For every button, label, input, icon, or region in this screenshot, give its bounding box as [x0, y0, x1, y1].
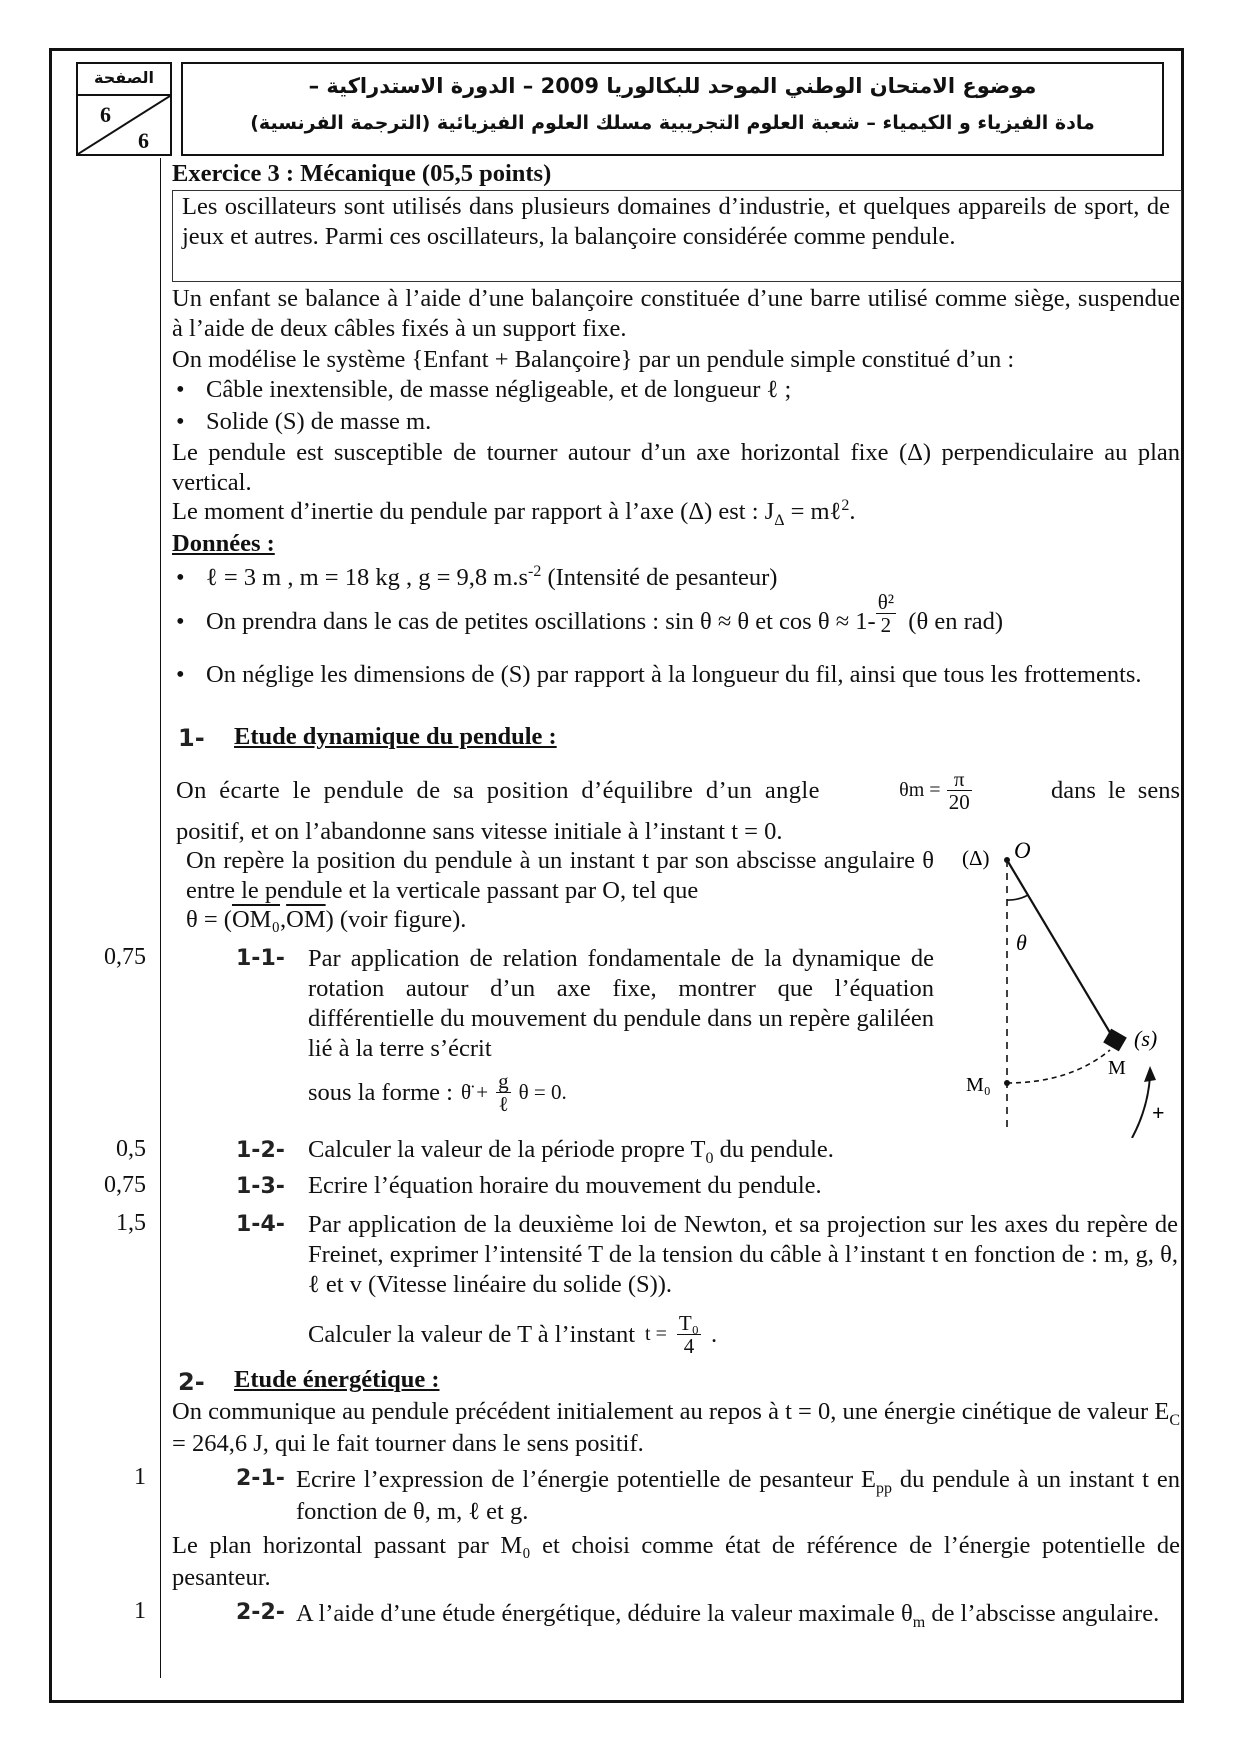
arrow-head — [1144, 1066, 1156, 1082]
part2-number: 2- — [178, 1368, 205, 1396]
q-1-1-equation: sous la forme : θ̈ + $\frac{g}{\text{ℓ}}$ θ = 0. — [308, 1069, 567, 1116]
q-1-4-number: 1-4- — [236, 1212, 285, 1237]
page-total: 6 — [138, 128, 149, 153]
page-current: 6 — [100, 102, 111, 127]
part1-title: Etude dynamique du pendule : — [234, 723, 557, 750]
data-values: • ℓ = 3 m , m = 18 kg , g = 9,8 $m.s^{-2}$ (Intensité de pesanteur) — [206, 564, 777, 592]
points-1-4: 1,5 — [116, 1210, 146, 1236]
data-neglect: • On néglige les dimensions de (S) par rapport à la longueur du fil, ainsi que tous les frottements. — [206, 660, 1176, 690]
part1-text-4: $\theta = (OM_0,\overline{OM})$ (voir figure). — [186, 906, 467, 933]
points-2-1: 1 — [134, 1464, 146, 1490]
pendulum-figure — [960, 838, 1180, 1138]
paragraph-1: Un enfant se balance à l’aide d’une balançoire constituée d’une barre utilisé comme siège, suspendue à l’aide de deux câbles fixés à un support fixe. — [172, 285, 1180, 342]
part2-text-1: On communique au pendule précédent initialement au repos à t = 0, une énergie cinétique de valeur $E_C = 264,6$ J, qui le fait tourner dans le sens positif. — [172, 1398, 1180, 1457]
label-s: (s) — [1134, 1026, 1158, 1051]
label-delta: (Δ) — [962, 846, 990, 870]
q-2-2-text: A l’aide d’une étude énergétique, déduire la valeur maximale $\theta_m$ de l’abscisse angulaire. — [296, 1600, 1160, 1631]
donnees-title: Données : — [172, 530, 275, 557]
solid-mass — [1103, 1029, 1127, 1052]
part1-number: 1- — [178, 724, 205, 752]
q-2-2-number: 2-2- — [236, 1600, 285, 1625]
q-1-1-text: Par application de relation fondamentale de la dynamique de rotation autour d’un axe fixe, montrer que l’équation différentielle du mouvement du pendule dans un repère galiléen lié à la terre s’écrit — [308, 945, 934, 1062]
part1-text-1: On écarte le pendule de sa position d’équilibre d’un angle θm = $\frac{\pi}{20}$ dans le sens — [176, 767, 1180, 814]
q-1-1-number: 1-1- — [236, 946, 285, 971]
pivot-point — [1004, 857, 1010, 863]
page-number-box — [76, 62, 172, 156]
q-1-4-calc: Calculer la valeur de T à l’instant t = $\frac{\text{T₀}}{4}$ . — [308, 1311, 718, 1358]
label-theta: θ — [1016, 930, 1027, 955]
paragraph-4: Le moment d’inertie du pendule par rapport à l’axe (Δ) est : $J_\Delta$ = mℓ$^2$. — [172, 496, 856, 529]
points-1-2: 0,5 — [116, 1136, 146, 1162]
q-1-4-text: Par application de la deuxième loi de Newton, et sa projection sur les axes du repère de Freinet, exprimer l’intensité T de la tension du câble à l’instant t en fonction de : m, g, θ, ℓ et v (Vitesse linéaire du solide (S)). — [308, 1211, 1178, 1298]
page-label: الصفحة — [78, 68, 170, 96]
label-o: O — [1014, 838, 1031, 863]
exercise-title: Exercice 3 : Mécanique (05,5 points) — [172, 160, 552, 187]
bullet-cable: • Câble inextensible, de masse négligeable, et de longueur ℓ ; — [206, 376, 791, 404]
label-plus: + — [1152, 1100, 1165, 1125]
paragraph-3: Le pendule est susceptible de tourner autour d’un axe horizontal fixe (Δ) perpendiculaire au plan vertical. — [172, 439, 1180, 496]
data-small-angle: • On prendra dans le cas de petites oscillations : sin θ ≈ θ et cos θ ≈ 1- $\frac{\text{θ²}}{2}$ (θ en rad) — [206, 608, 1003, 636]
label-m: M — [1108, 1057, 1126, 1079]
margin-line — [160, 158, 161, 1678]
part2-text-2: Le plan horizontal passant par M₀ et choisi comme état de référence de l’énergie potentielle de pesanteur. — [172, 1532, 1180, 1591]
q-1-2-number: 1-2- — [236, 1138, 285, 1163]
q-1-3-text: Ecrire l’équation horaire du mouvement du pendule. — [308, 1172, 822, 1199]
part1-text-2: positif, et on l’abandonne sans vitesse initiale à l’instant t = 0. — [176, 818, 783, 845]
points-1-3: 0,75 — [104, 1172, 146, 1198]
part1-text-3: On repère la position du pendule à un instant t par son abscisse angulaire θ entre le pendule et la verticale passant par O, tel que — [186, 847, 934, 904]
part2-title: Etude énergétique : — [234, 1366, 440, 1393]
exam-header — [181, 62, 1164, 156]
q-2-1-number: 2-1- — [236, 1466, 285, 1491]
points-1-1: 0,75 — [104, 944, 146, 970]
q-2-1-text: Ecrire l’expression de l’énergie potentielle de pesanteur $E_{pp}$ du pendule à un instant t en fonction de θ, m, ℓ et g. — [296, 1466, 1180, 1525]
header-line-1: موضوع الامتحان الوطني الموحد للبكالوريا 2009 – الدورة الاستدراكية – — [308, 74, 1037, 98]
intro-text: Les oscillateurs sont utilisés dans plusieurs domaines d’industrie, et quelques appareils de sport, de jeux et autres. Parmi ces oscillateurs, la balançoire considérée comme pendule. — [182, 193, 1170, 250]
points-2-2: 1 — [134, 1598, 146, 1624]
direction-arrow — [1132, 1076, 1150, 1138]
trajectory-arc — [1007, 1050, 1110, 1083]
q-1-2-text: Calculer la valeur de la période propre $T_0$ du pendule. — [308, 1136, 834, 1167]
header-line-2: مادة الفيزياء و الكيمياء – شعبة العلوم التجريبية مسلك العلوم الفيزيائية (الترجمة الفرنسية) — [250, 112, 1095, 134]
q-1-3-number: 1-3- — [236, 1174, 285, 1199]
angle-arc — [1007, 895, 1028, 900]
bullet-solid: • Solide (S) de masse m. — [206, 408, 431, 436]
page-diagonal — [78, 96, 170, 154]
label-m0: M₀ — [966, 1074, 991, 1096]
paragraph-2: On modélise le système {Enfant + Balançoire} par un pendule simple constitué d’un : — [172, 346, 1015, 373]
point-m0 — [1004, 1080, 1010, 1086]
